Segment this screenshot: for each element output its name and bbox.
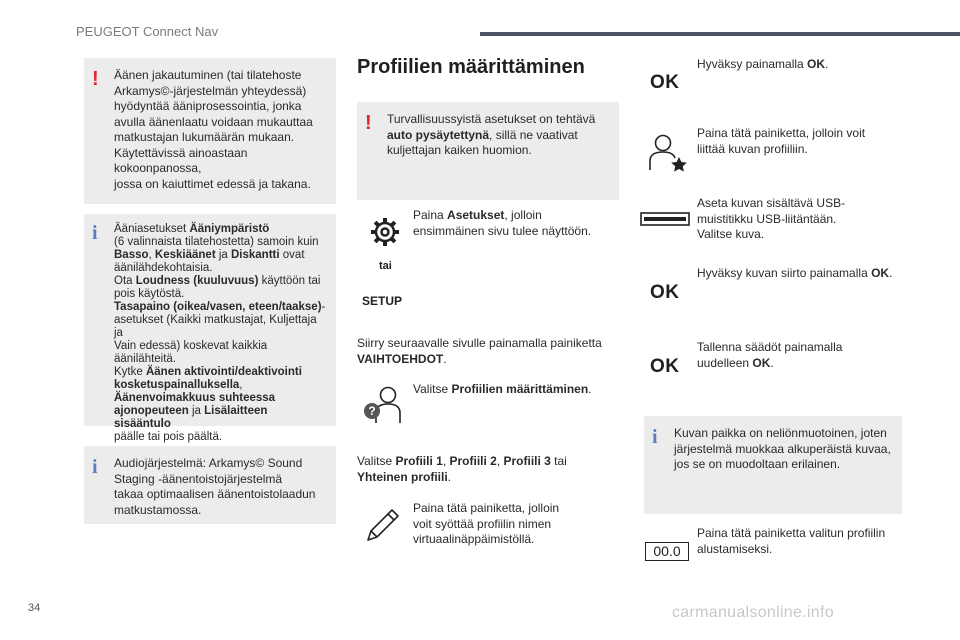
setup-button-label: SETUP xyxy=(362,294,403,308)
text: - xyxy=(321,301,326,313)
text: , jolloin xyxy=(504,208,542,222)
warning-box-safety xyxy=(357,102,619,200)
section-title: Profiilien määrittäminen xyxy=(357,56,585,78)
text-line: Vain edessä) koskevat kaikkia äänilähteitä. xyxy=(114,340,268,365)
gear-icon xyxy=(370,217,400,247)
watermark: carmanualsonline.info xyxy=(672,604,834,621)
usb-stick-icon xyxy=(640,212,690,226)
text-line: Paina tätä painiketta valitun profiilin xyxy=(697,526,886,540)
bold-text: Profiili 3 xyxy=(503,454,551,468)
exclamation-icon: ! xyxy=(365,112,372,134)
step-add-photo xyxy=(697,126,907,157)
text-line: Paina tätä painiketta, jolloin xyxy=(413,501,560,515)
step-confirm-ok xyxy=(697,57,907,73)
step-confirm-transfer xyxy=(697,266,912,282)
text-line: voit syöttää profiilin nimen xyxy=(413,516,552,531)
text-line: Aseta kuvan sisältävä USB- xyxy=(697,196,846,210)
text-line: Arkamys©-järjestelmän yhteydessä) xyxy=(114,83,307,98)
text-line: ensimmäinen sivu tulee näyttöön. xyxy=(413,223,592,238)
text-line: Paina tätä painiketta, jolloin voit xyxy=(697,126,866,140)
bold-text: Profiili 2 xyxy=(449,454,497,468)
bold-text: Basso xyxy=(114,249,149,261)
step-options xyxy=(357,336,619,367)
text: Paina xyxy=(413,208,448,222)
text-line: Audiojärjestelmä: Arkamys© Sound xyxy=(114,456,303,470)
step-reset-profile xyxy=(697,526,912,557)
bold-text: Diskantti xyxy=(231,249,280,261)
or-label: tai xyxy=(379,260,392,272)
text: Hyväksy kuvan siirto painamalla xyxy=(697,266,872,280)
bold-text: Keskiäänet xyxy=(154,249,216,261)
bold-text: Äänenvoimakkuus suhteessa xyxy=(114,392,276,404)
text-line: järjestelmä muokkaa alkuperäistä kuvaa, xyxy=(674,441,891,456)
text-line: matkustamossa. xyxy=(114,502,202,517)
text-line: äänilähdekohtaisia. xyxy=(114,262,213,274)
info-box-sound-settings xyxy=(84,214,336,443)
step-insert-usb xyxy=(697,196,907,243)
ok-button-label: OK xyxy=(650,72,680,93)
text-line: liittää kuvan profiiliin. xyxy=(697,141,808,156)
text: Valitse xyxy=(357,454,396,468)
text-line: kuljettajan kaiken huomion. xyxy=(387,143,532,157)
text-line: avulla äänenlaatu voidaan mukauttaa xyxy=(114,114,313,129)
info-box-audio-system xyxy=(84,446,336,524)
text: . xyxy=(770,355,774,370)
page-number: 34 xyxy=(28,602,41,614)
text: , xyxy=(496,454,504,468)
text-line: matkustajan lukumäärän mukaan. xyxy=(114,130,295,144)
ok-button-label: OK xyxy=(650,282,680,303)
text: ja xyxy=(188,405,205,417)
text: . xyxy=(825,57,829,71)
text-line: Käytettävissä ainoastaan kokoonpanossa, xyxy=(114,145,248,175)
text-line: jossa on kaiuttimet edessä ja takana. xyxy=(114,176,311,191)
text: ja xyxy=(215,249,231,261)
text-line: Siirry seuraavalle sivulle painamalla painiketta xyxy=(357,336,602,350)
text: Kytke xyxy=(114,366,146,378)
text: Hyväksy painamalla xyxy=(697,57,808,71)
text: ovat xyxy=(279,249,305,261)
bold-text: Äänen aktivointi/deaktivointi xyxy=(145,366,302,378)
warning-box-sound-distribution xyxy=(84,58,336,204)
text: Ota xyxy=(114,275,136,287)
bold-text: OK xyxy=(807,57,826,71)
header-title: PEUGEOT Connect Nav xyxy=(76,24,219,39)
exclamation-icon: ! xyxy=(92,68,99,90)
step-select-profile-settings xyxy=(413,382,613,398)
step-choose-profile xyxy=(357,454,619,485)
text-line: Tallenna säädöt painamalla xyxy=(697,340,843,354)
info-box-image-format xyxy=(644,416,902,514)
bold-text: OK xyxy=(871,266,890,280)
bold-text: Ääniympäristö xyxy=(189,223,270,235)
bold-text: Lisälaitteen sisääntulo xyxy=(114,405,268,430)
bold-text: kosketuspainalluksella xyxy=(114,379,240,391)
step-settings xyxy=(413,208,613,239)
bold-text: ajonopeuteen xyxy=(114,405,189,417)
svg-text:?: ? xyxy=(368,404,376,418)
pencil-icon xyxy=(364,506,404,544)
text: , sillä ne vaativat xyxy=(489,127,578,142)
profile-star-icon xyxy=(646,132,688,172)
text: . xyxy=(443,351,447,366)
info-icon: i xyxy=(92,222,98,244)
text-line: Äänen jakautuminen (tai tilatehoste xyxy=(114,68,302,82)
bold-text: Profiilien määrittäminen xyxy=(451,382,589,396)
text-line: pois käytöstä. xyxy=(114,288,185,300)
bold-text: Tasapaino (oikea/vasen, eteen/taakse) xyxy=(114,301,322,313)
text-line: päälle tai pois päältä. xyxy=(114,431,223,443)
text-line: Staging -äänentoistojärjestelmä xyxy=(114,471,283,486)
text-line: hyödyntää ääniprosessointia, jonka xyxy=(114,99,302,113)
text: . xyxy=(588,382,592,396)
text-line: Kuvan paikka on neliönmuotoinen, joten xyxy=(674,426,887,440)
text: , xyxy=(442,454,450,468)
text: , xyxy=(239,379,243,391)
info-icon: i xyxy=(652,426,658,448)
text-line: Turvallisuussyistä asetukset on tehtävä xyxy=(387,112,596,126)
profile-question-icon xyxy=(362,383,408,425)
info-icon: i xyxy=(92,456,98,478)
text: . xyxy=(889,266,893,280)
text-line: virtuaalinäppäimistöllä. xyxy=(413,532,535,546)
text: tai xyxy=(550,454,567,468)
text-line: muistitikku USB-liitäntään. xyxy=(697,211,837,226)
bold-text: Profiili 1 xyxy=(395,454,443,468)
ok-button-label: OK xyxy=(650,356,680,377)
text: käyttöön tai xyxy=(258,275,321,287)
bold-text: Asetukset xyxy=(447,208,505,222)
text-line: takaa optimaalisen äänentoistolaadun xyxy=(114,487,316,501)
reset-profile-button-label: 00.0 xyxy=(645,542,689,561)
bold-text: auto pysäytettynä xyxy=(387,127,490,142)
bold-text: VAIHTOEHDOT xyxy=(357,351,444,366)
bold-text: Loudness (kuuluvuus) xyxy=(135,275,259,287)
bold-text: Yhteinen profiili xyxy=(357,469,448,484)
text: Ääniasetukset xyxy=(114,223,190,235)
text-line: alustamiseksi. xyxy=(697,541,773,556)
text: , xyxy=(148,249,155,261)
header-bar xyxy=(480,32,960,36)
text-line: asetukset (Kaikki matkustajat, Kuljettaja ja xyxy=(114,314,317,339)
step-edit-name xyxy=(413,501,613,548)
text-line: jos se on muodoltaan erilainen. xyxy=(674,457,841,471)
text-line: (6 valinnaista tilatehostetta) samoin kuin xyxy=(114,236,319,248)
text: Valitse xyxy=(413,382,452,396)
text: uudelleen xyxy=(697,355,753,370)
bold-text: OK xyxy=(752,355,771,370)
text-line: Valitse kuva. xyxy=(697,227,765,241)
text: . xyxy=(447,469,452,484)
step-save-settings xyxy=(697,340,907,371)
